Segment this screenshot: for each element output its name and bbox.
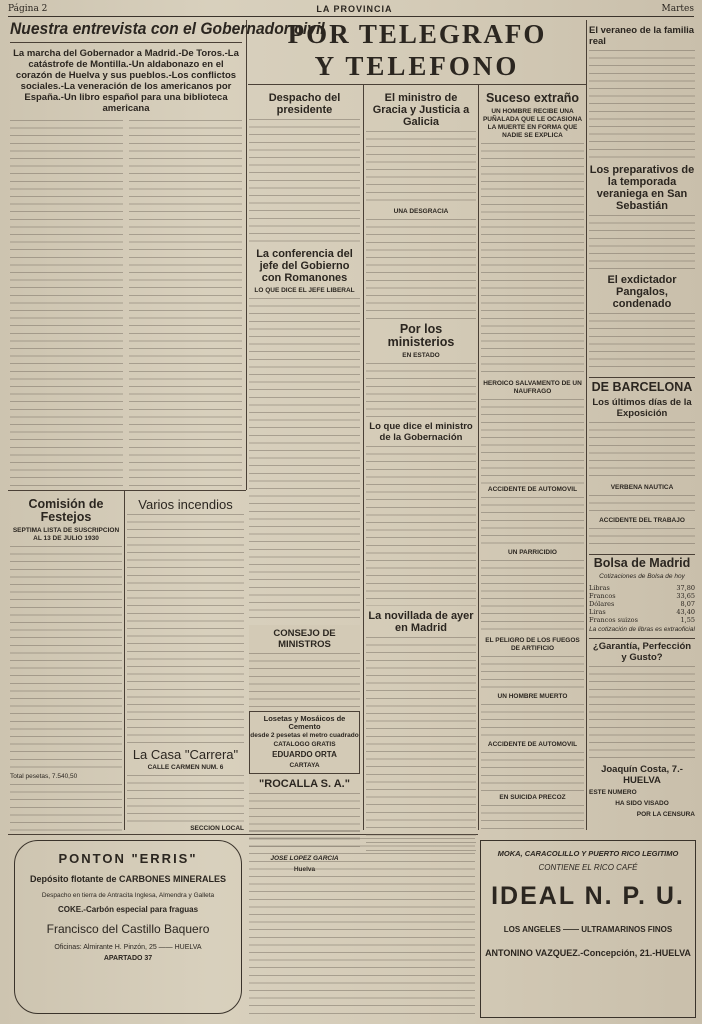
headline-san-sebastian: Los preparativos de la temporada veraniega en San Sebastián — [589, 164, 695, 212]
banner-line-1: POR TELEGRAFO — [287, 19, 547, 49]
subhead-suicida: EN SUICIDA PRECOZ — [499, 794, 566, 801]
rocalla-signature: JOSE LOPEZ GARCIA — [270, 854, 339, 862]
ideal-npu-ad — [480, 840, 696, 1018]
bolsa-table — [589, 584, 695, 624]
column-sucesos — [481, 88, 584, 833]
losetas-line-1: Losetas y Mosáicos de Cemento — [263, 714, 346, 731]
bolsa-row — [589, 600, 695, 608]
lead-headline: Nuestra entrevista con el Gobernador civil — [10, 19, 325, 38]
incendios-headline: Varios incendios — [138, 497, 233, 512]
ponton-line-7: APARTADO 37 — [103, 955, 153, 962]
losetas-line-5: CARTAYA — [289, 761, 320, 769]
headline-novillada: La novillada de ayer en Madrid — [368, 610, 474, 634]
ponton-line-3: Despacho en tierra de Antracita Inglesa, Almendra y Galleta — [41, 892, 215, 899]
ponton-line-2: Depósito flotante de CARBONES MINERALES — [29, 874, 226, 884]
bolsa-label: Francos suizos — [589, 616, 638, 624]
ponton-line-1: PONTON "ERRIS" — [58, 851, 198, 866]
bolsa-subtitle: Cotizaciones de Bolsa de hoy — [599, 573, 685, 580]
rocalla-headline: "ROCALLA S. A." — [259, 777, 350, 790]
subhead-punalada: UN HOMBRE RECIBE UNA PUÑALADA QUE LE OCASIONA LA MUERTE EN FORMA QUE NADIE SE EXPLICA — [482, 108, 583, 139]
bolsa-value: 1,55 — [680, 616, 695, 624]
consejo-headline: CONSEJO DE MINISTROS — [273, 628, 336, 650]
bolsa-label: Libras — [589, 584, 610, 592]
losetas-line-2: desde 2 pesetas el metro cuadrado — [250, 732, 359, 739]
headline-despacho-presidente: Despacho del presidente — [268, 92, 341, 116]
headline-pangalos: El exdictador Pangalos, condenado — [607, 274, 677, 310]
bolsa-value: 8,07 — [680, 600, 695, 608]
headline-barcelona: DE BARCELONA — [589, 377, 695, 394]
carrera-subhead: CALLE CARMEN NUM. 6 — [147, 764, 224, 771]
carrera-headline: La Casa "Carrera" — [132, 747, 239, 762]
losetas-line-3: CATALOGO GRATIS — [273, 741, 336, 748]
losetas-ad — [249, 711, 360, 774]
headline-gobernacion: Lo que dice el ministro de la Gobernación — [369, 421, 473, 443]
bolsa-row — [589, 584, 695, 592]
censor-line-1: ESTE NUMERO — [589, 789, 637, 796]
subhead-verbena: VERBENA NAUTICA — [610, 484, 674, 491]
guarantee-address: Joaquín Costa, 7.-HUELVA — [601, 764, 683, 786]
subhead-fuegos: EL PELIGRO DE LOS FUEGOS DE ARTIFICIO — [485, 637, 580, 652]
masthead-right: Martes — [661, 4, 694, 14]
subhead-jefe-liberal: LO QUE DICE EL JEFE LIBERAL — [254, 287, 355, 294]
bolsa-label: Dólares — [589, 600, 615, 608]
ideal-line-4: LOS ANGELES —— ULTRAMARINOS FINOS — [503, 925, 673, 934]
publication-name: LA PROVINCIA — [316, 4, 393, 14]
headline-ministro-gracia: El ministro de Gracia y Justicia a Galicia — [372, 92, 470, 128]
ideal-line-1: MOKA, CARACOLILLO Y PUERTO RICO LEGITIMO — [497, 849, 679, 858]
censor-line-2: HA SIDO VISADO — [615, 800, 669, 807]
ponton-line-6: Oficinas: Almirante H. Pinzón, 25 —— HUELVA — [54, 944, 202, 951]
lead-body-col2 — [129, 120, 242, 490]
bolsa-row — [589, 616, 695, 624]
bolsa-note: La cotización de libras es extraoficial — [589, 626, 695, 633]
column-ministerios — [366, 88, 476, 833]
guarantee-headline: ¿Garantía, Perfección y Gusto? — [589, 638, 695, 663]
ponton-line-4: COKE.-Carbón especial para fraguas — [57, 905, 199, 914]
headline-suceso-extrano: Suceso extraño — [485, 91, 580, 105]
rocalla-city: Huelva — [293, 865, 316, 873]
banner-line-2: Y TELEFONO — [314, 51, 520, 81]
ideal-line-2: CONTIENE EL RICO CAFÉ — [538, 863, 638, 872]
bolsa-label: Liras — [589, 608, 606, 616]
subhead-accidente-2: ACCIDENTE DE AUTOMOVIL — [487, 741, 578, 748]
masthead-left: Página 2 — [8, 4, 48, 14]
masthead — [8, 2, 694, 17]
subhead-accidente-trabajo: ACCIDENTE DEL TRABAJO — [599, 517, 685, 524]
festejos-headline: Comisión de Festejos — [28, 497, 104, 524]
bolsa-value: 43,40 — [676, 608, 695, 616]
subhead-hombre-muerto: UN HOMBRE MUERTO — [497, 693, 568, 700]
bolsa-row — [589, 592, 695, 600]
bolsa-row — [589, 608, 695, 616]
ideal-line-3: IDEAL N. P. U. — [491, 882, 685, 910]
festejos-section — [10, 494, 122, 829]
ideal-line-5: ANTONINO VAZQUEZ.-Concepción, 21.-HUELVA — [485, 948, 691, 958]
bolsa-title: Bolsa de Madrid — [589, 554, 695, 570]
losetas-line-4: EDUARDO ORTA — [272, 750, 337, 759]
censor-line-3: POR LA CENSURA — [636, 811, 695, 818]
bolsa-value: 33,65 — [676, 592, 695, 600]
column-right — [589, 22, 695, 837]
telegraph-banner — [248, 20, 586, 82]
bolsa-value: 37,80 — [676, 584, 695, 592]
ponton-erris-ad — [14, 840, 242, 1014]
festejos-total: Total pesetas, 7.540,50 — [10, 773, 78, 780]
headline-exposicion: Los últimos días de la Exposición — [592, 397, 692, 419]
festejos-subhead: SEPTIMA LISTA DE SUSCRIPCION AL 13 DE JULIO 1930 — [12, 527, 120, 542]
lead-body-col1 — [10, 120, 123, 490]
lead-deck: La marcha del Gobernador a Madrid.-De Toros.-La catástrofe de Montilla.-Un aldabonazo en el corazón de Huelva y sus pueblos.-Los conflictos sociales.-La veneración de los americanos por España.-Un libro español para una biblioteca americana — [13, 48, 239, 114]
headline-veraneo: El veraneo de la familia real — [589, 25, 695, 47]
subhead-accidente-1: ACCIDENTE DE AUTOMOVIL — [487, 486, 578, 493]
seccion-local: SECCION LOCAL — [190, 825, 244, 832]
headline-conferencia: La conferencia del jefe del Gobierno con Romanones — [256, 248, 353, 284]
ponton-line-5: Francisco del Castillo Baquero — [46, 922, 210, 936]
bolsa-label: Francos — [589, 592, 616, 600]
subhead-parricidio: UN PARRICIDIO — [508, 549, 557, 556]
subhead-en-estado: EN ESTADO — [402, 352, 440, 359]
consejo-block — [249, 625, 360, 873]
incendios-section — [127, 494, 244, 832]
headline-por-ministerios: Por los ministerios — [387, 322, 455, 349]
subhead-desgracia: UNA DESGRACIA — [393, 208, 449, 215]
subhead-salvamento: HEROICO SALVAMENTO DE UN NAUFRAGO — [483, 380, 582, 395]
